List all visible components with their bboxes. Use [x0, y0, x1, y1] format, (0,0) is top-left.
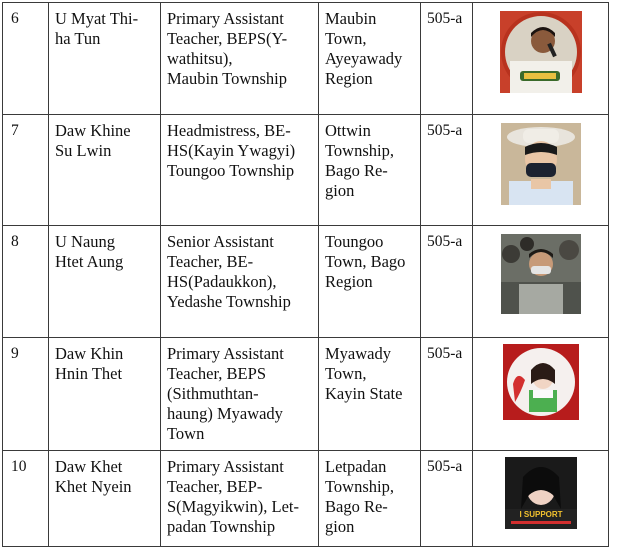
table-row [3, 226, 609, 338]
person-i-support-photo [505, 457, 577, 529]
person-speaking-microphone-photo [500, 11, 582, 93]
person-masked-hat-photo [501, 123, 581, 205]
charge-section: 505-a [421, 338, 473, 451]
location: Toungoo Town, Bago Region [319, 226, 421, 338]
person-name: Daw Khin Hnin Thet [49, 338, 161, 451]
position: Primary Assistant Teacher, BEPS(Y- wathitsu), Maubin Township [161, 3, 319, 115]
person-name: U Myat Thi- ha Tun [49, 3, 161, 115]
person-crowd-photo [501, 234, 581, 314]
person-name: Daw Khet Khet Nyein [49, 451, 161, 547]
table-row [3, 338, 609, 451]
row-number: 6 [3, 3, 49, 115]
table-row [3, 451, 609, 547]
charge-section: 505-a [421, 226, 473, 338]
person-name: U Naung Htet Aung [49, 226, 161, 338]
person-red-ribbon-frame-photo [503, 344, 579, 420]
location: Letpadan Township, Bago Re- gion [319, 451, 421, 547]
row-number: 7 [3, 115, 49, 226]
table-row [3, 3, 609, 115]
position: Headmistress, BE- HS(Kayin Ywagyi) Toungoo Township [161, 115, 319, 226]
photo-caption: I SUPPORT [518, 510, 563, 519]
charge-section: 505-a [421, 115, 473, 226]
location: Ottwin Township, Bago Re- gion [319, 115, 421, 226]
charge-section: 505-a [421, 3, 473, 115]
table-row [3, 115, 609, 226]
detainee-table [2, 2, 609, 547]
location: Myawady Town, Kayin State [319, 338, 421, 451]
row-number: 8 [3, 226, 49, 338]
location: Maubin Town, Ayeyawady Region [319, 3, 421, 115]
row-number: 9 [3, 338, 49, 451]
position: Primary Assistant Teacher, BEP- S(Magyikwin), Let- padan Township [161, 451, 319, 547]
charge-section: 505-a [421, 451, 473, 547]
position: Senior Assistant Teacher, BE- HS(Padaukkon), Yedashe Township [161, 226, 319, 338]
row-number: 10 [3, 451, 49, 547]
position: Primary Assistant Teacher, BEPS (Sithmuthtan- haung) Myawady Town [161, 338, 319, 451]
person-name: Daw Khine Su Lwin [49, 115, 161, 226]
